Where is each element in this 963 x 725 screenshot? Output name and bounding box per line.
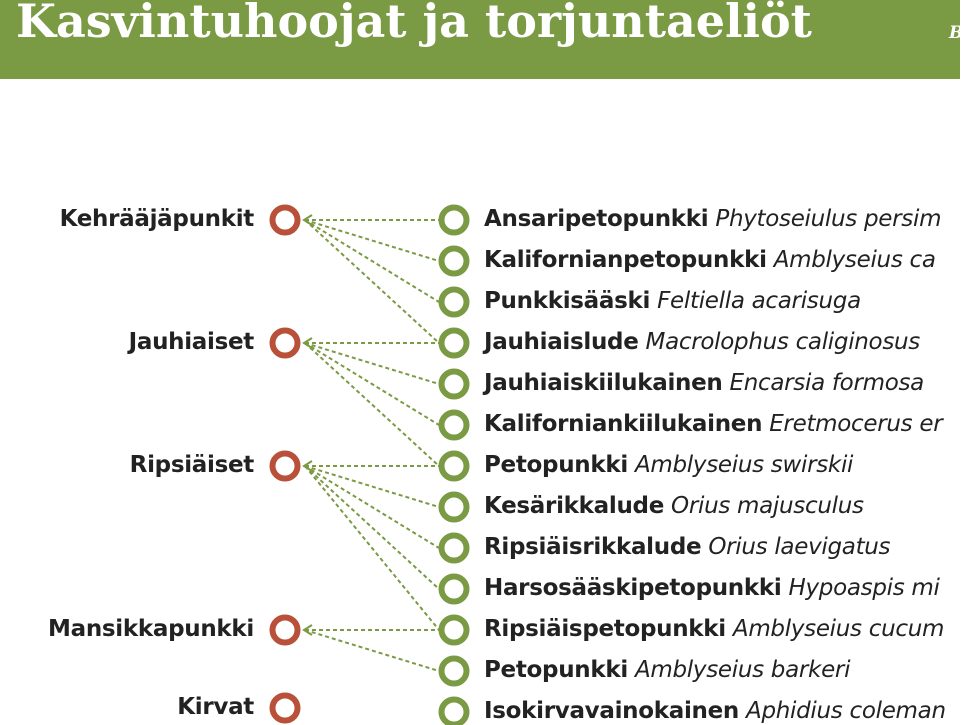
enemy-common-name: Kalifornianpetopunkki bbox=[484, 247, 767, 273]
enemy-common-name: Harsosääskipetopunkki bbox=[484, 575, 782, 601]
enemy-common-name: Petopunkki bbox=[484, 657, 628, 683]
header-corner-text: B bbox=[949, 23, 963, 43]
enemy-latin-name: Amblyseius ca bbox=[773, 247, 936, 273]
link-line bbox=[305, 220, 439, 261]
link-line bbox=[305, 466, 439, 630]
enemy-label bbox=[484, 369, 924, 397]
enemy-common-name: Jauhiaiskiilukainen bbox=[484, 370, 723, 396]
enemy-node bbox=[442, 454, 467, 479]
enemy-label bbox=[484, 287, 861, 315]
link-line bbox=[305, 343, 439, 384]
link-line bbox=[305, 466, 439, 548]
enemy-label bbox=[484, 246, 936, 274]
enemy-latin-name: Feltiella acarisuga bbox=[657, 288, 861, 314]
pest-label: Mansikkapunkki bbox=[48, 616, 254, 642]
enemy-node bbox=[442, 536, 467, 561]
enemy-label bbox=[484, 328, 920, 356]
page-title: Kasvintuhoojat ja torjuntaeliöt bbox=[16, 0, 812, 48]
pest-node bbox=[273, 618, 298, 643]
enemy-node bbox=[442, 495, 467, 520]
enemy-latin-name: Hypoaspis mi bbox=[788, 575, 940, 601]
enemy-latin-name: Eretmocerus er bbox=[769, 411, 943, 437]
pest-node bbox=[273, 454, 298, 479]
enemy-latin-name: Orius majusculus bbox=[671, 493, 864, 519]
enemy-latin-name: Aphidius coleman bbox=[746, 698, 946, 724]
enemy-common-name: Jauhiaislude bbox=[484, 329, 639, 355]
enemy-node bbox=[442, 413, 467, 438]
enemy-node bbox=[442, 700, 467, 725]
pest-node bbox=[273, 331, 298, 356]
enemy-label bbox=[484, 656, 850, 684]
enemy-common-name: Punkkisääski bbox=[484, 288, 651, 314]
pest-label: Kirvat bbox=[177, 694, 254, 720]
enemy-label bbox=[484, 533, 890, 561]
link-line bbox=[305, 220, 439, 302]
enemy-node bbox=[442, 249, 467, 274]
enemy-common-name: Ripsiäispetopunkki bbox=[484, 616, 726, 642]
enemy-common-name: Petopunkki bbox=[484, 452, 628, 478]
enemy-label bbox=[484, 410, 942, 438]
enemy-latin-name: Orius laevigatus bbox=[708, 534, 891, 560]
pest-label: Ripsiäiset bbox=[129, 452, 254, 478]
enemy-label bbox=[484, 615, 944, 643]
link-line bbox=[305, 466, 439, 507]
enemy-common-name: Ripsiäisrikkalude bbox=[484, 534, 702, 560]
enemy-node bbox=[442, 659, 467, 684]
enemy-common-name: Kaliforniankiilukainen bbox=[484, 411, 763, 437]
enemy-label bbox=[484, 205, 941, 233]
link-line bbox=[305, 343, 439, 466]
link-line bbox=[305, 220, 439, 343]
enemy-node bbox=[442, 331, 467, 356]
pest-node bbox=[273, 696, 298, 721]
link-line bbox=[305, 466, 439, 589]
enemy-label bbox=[484, 492, 864, 520]
enemy-common-name: Isokirvavainokainen bbox=[484, 698, 740, 724]
enemy-latin-name: Amblyseius swirskii bbox=[634, 452, 854, 478]
enemy-latin-name: Amblyseius cucum bbox=[732, 616, 945, 642]
enemy-common-name: Ansaripetopunkki bbox=[484, 206, 709, 232]
enemy-label bbox=[484, 697, 946, 725]
enemy-latin-name: Phytoseiulus persim bbox=[715, 206, 942, 232]
enemy-latin-name: Macrolophus caliginosus bbox=[645, 329, 920, 355]
link-line bbox=[305, 343, 439, 425]
enemy-node bbox=[442, 618, 467, 643]
pest-label: Jauhiaiset bbox=[128, 329, 254, 355]
enemy-node bbox=[442, 372, 467, 397]
enemy-node bbox=[442, 290, 467, 315]
enemy-node bbox=[442, 577, 467, 602]
enemy-latin-name: Encarsia formosa bbox=[729, 370, 924, 396]
link-line bbox=[305, 630, 439, 671]
pest-label: Kehrääjäpunkit bbox=[59, 206, 254, 232]
pest-node bbox=[273, 208, 298, 233]
enemy-label bbox=[484, 574, 940, 602]
enemy-node bbox=[442, 208, 467, 233]
enemy-latin-name: Amblyseius barkeri bbox=[634, 657, 851, 683]
enemy-label bbox=[484, 451, 853, 479]
enemy-common-name: Kesärikkalude bbox=[484, 493, 664, 519]
